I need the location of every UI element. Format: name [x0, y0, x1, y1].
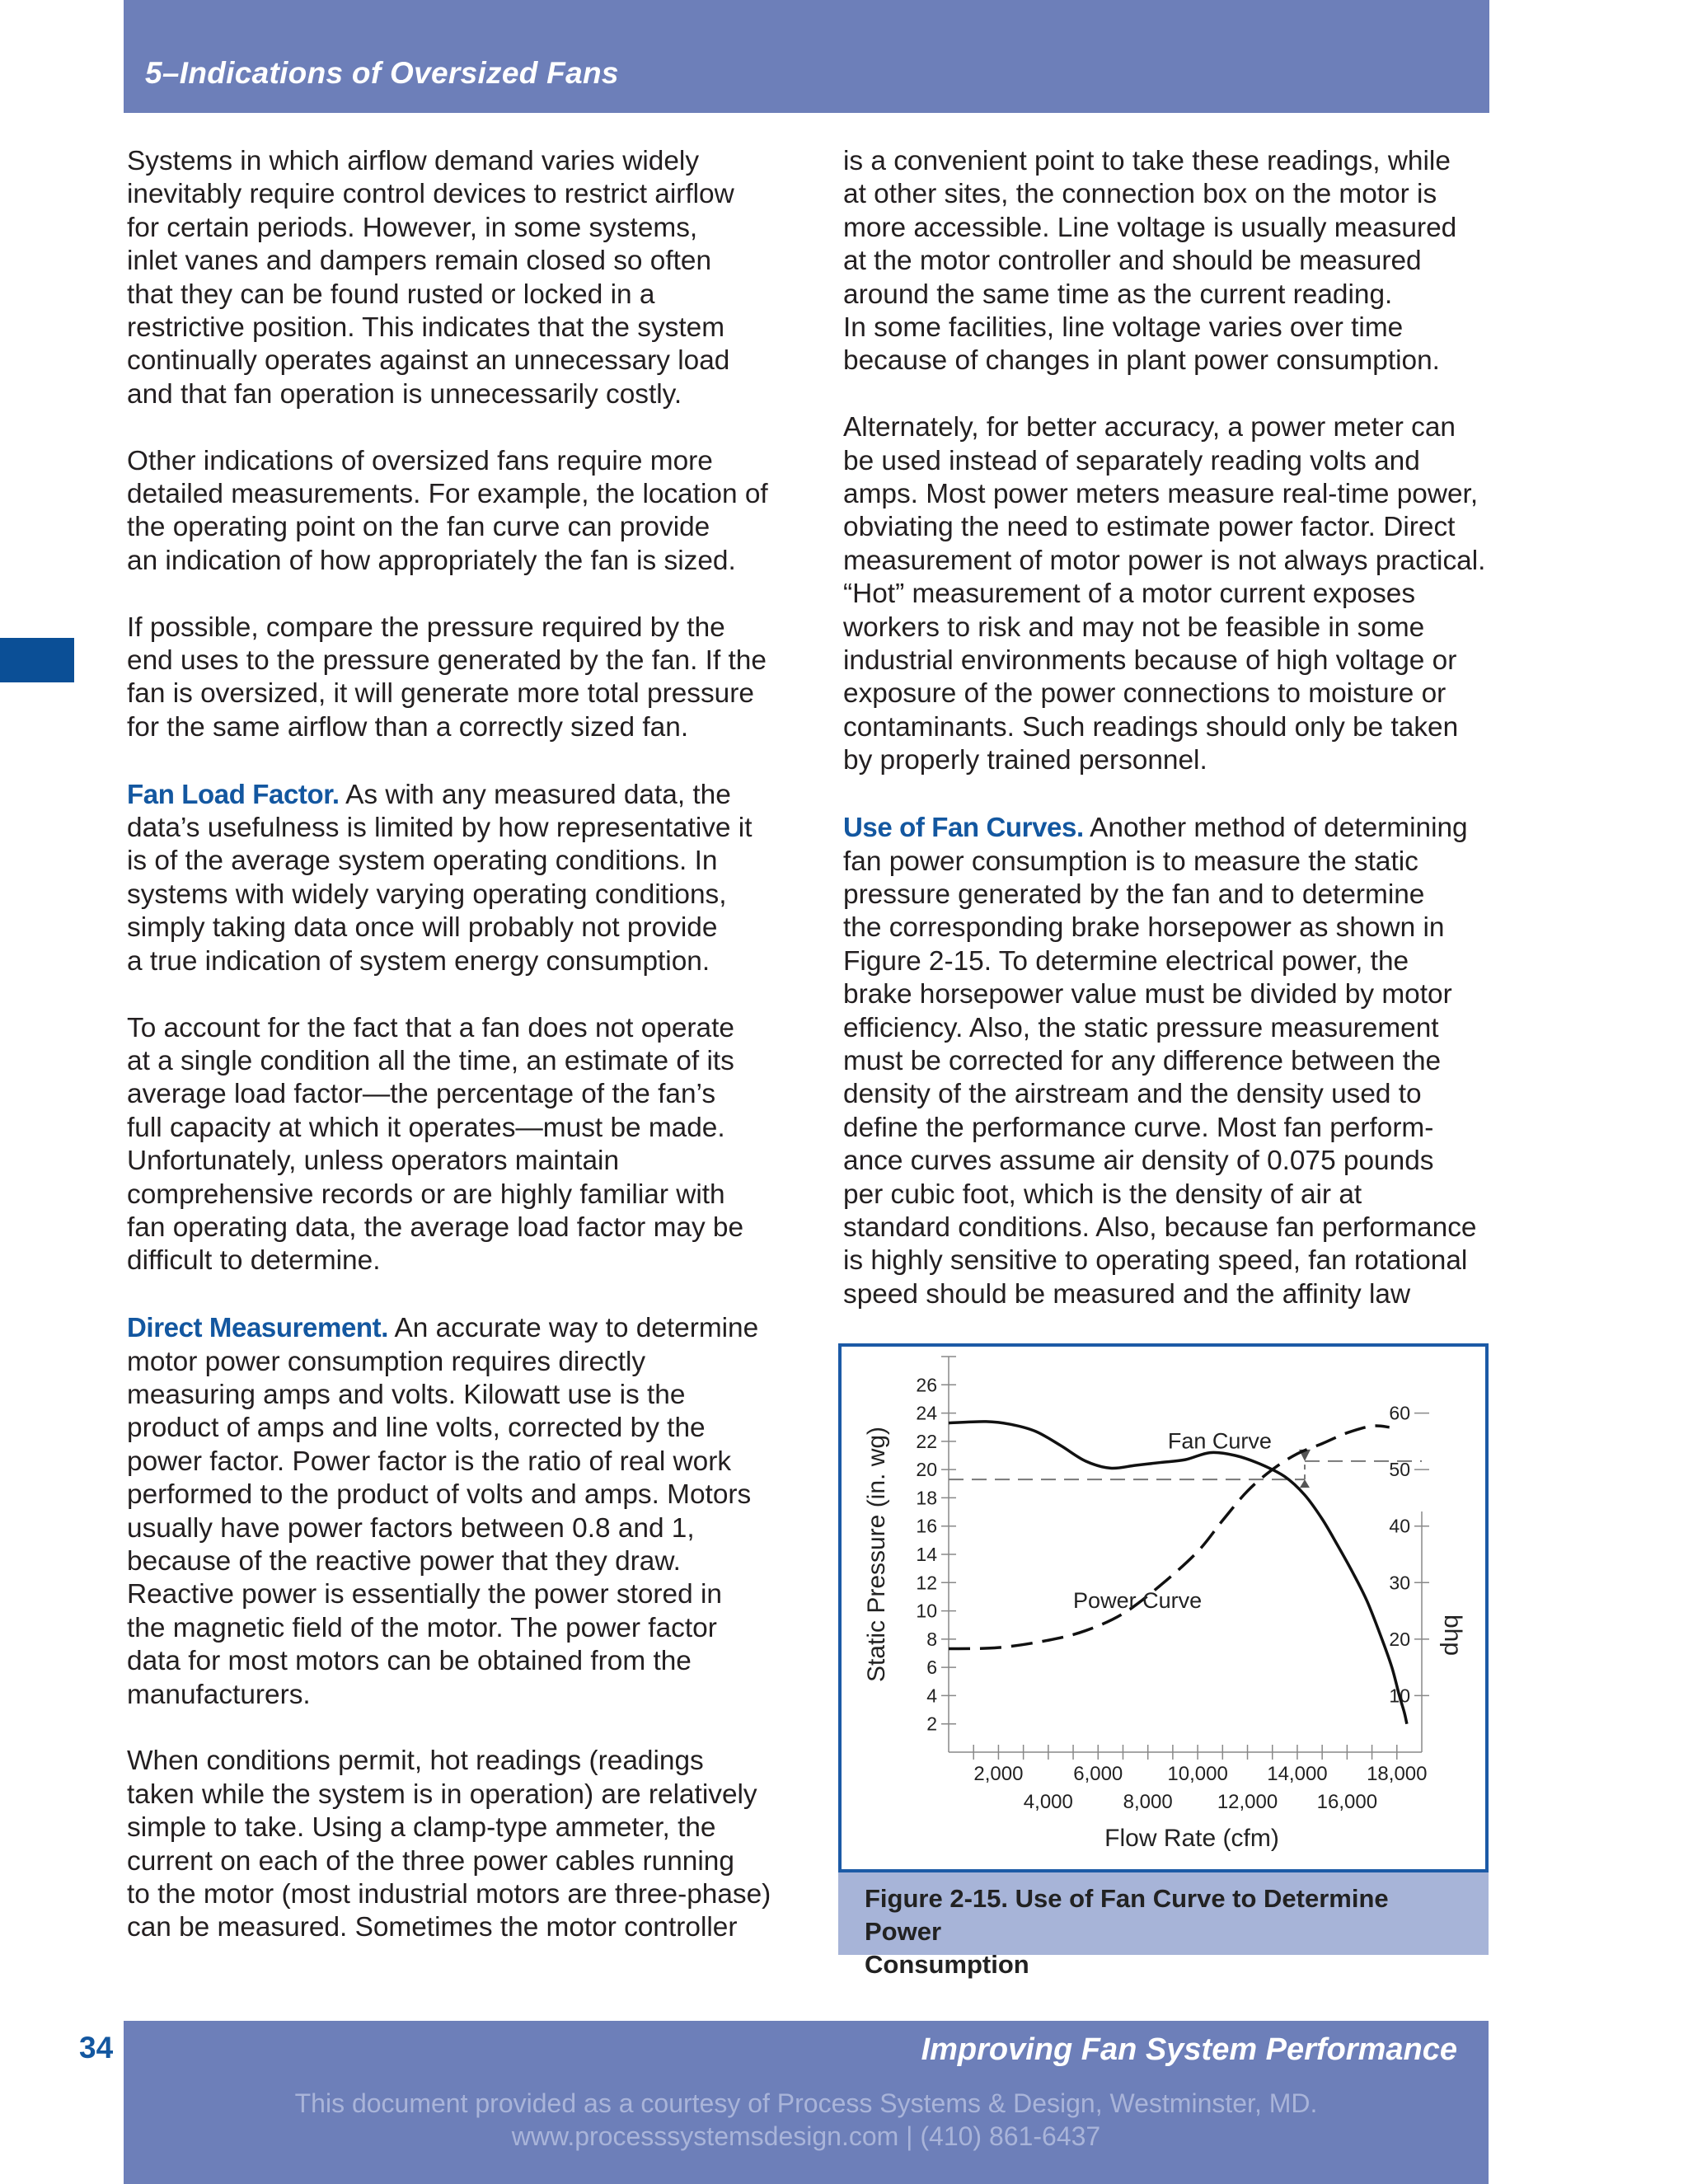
text-line: is highly sensitive to operating speed, fan rotational — [843, 1245, 1468, 1277]
text-line: measuring amps and volts. Kilowatt use is the — [127, 1379, 686, 1410]
x-tick-label: 14,000 — [1267, 1763, 1328, 1785]
fan-curve-chart — [842, 1347, 1485, 1869]
text-line: Systems in which airflow demand varies widely — [127, 146, 700, 176]
text-line: to the motor (most industrial motors are three-phase) — [127, 1879, 771, 1910]
y-tick-label: 14 — [916, 1544, 937, 1565]
y2-tick-label: 10 — [1389, 1685, 1410, 1707]
y-tick-label: 6 — [926, 1657, 937, 1679]
x-tick-label: 16,000 — [1316, 1791, 1378, 1813]
y-tick-label: 18 — [916, 1487, 937, 1509]
text-line: inlet vanes and dampers remain closed so often — [127, 246, 712, 277]
text-line: pressure generated by the fan and to determine — [843, 879, 1425, 910]
paragraph — [127, 612, 786, 745]
paragraph-text: An accurate way to determine — [388, 1313, 759, 1344]
text-line: fan operating data, the average load factor may be — [127, 1212, 744, 1243]
text-line: brake horsepower value must be divided by motor — [843, 979, 1452, 1010]
text-line: that they can be found rusted or locked in a — [127, 279, 655, 310]
y-tick-label: 16 — [916, 1515, 937, 1537]
text-line: at other sites, the connection box on the motor is — [843, 179, 1437, 210]
text-line: more accessible. Line voltage is usually measured — [843, 212, 1457, 243]
text-line: a true indication of system energy consumption. — [127, 945, 710, 977]
text-line: define the performance curve. Most fan perform- — [843, 1112, 1434, 1143]
power-curve-line — [949, 1426, 1390, 1648]
text-line: exposure of the power connections to moisture or — [843, 678, 1447, 710]
text-line: be used instead of separately reading volts and — [843, 445, 1420, 476]
text-line: end uses to the pressure generated by the fan. If the — [127, 645, 767, 677]
text-line: product of amps and line volts, corrected by the — [127, 1413, 706, 1444]
text-line: around the same time as the current reading. — [843, 279, 1393, 310]
figure-caption-line: Consumption — [865, 1950, 1029, 1979]
paragraph — [843, 411, 1486, 777]
text-line: fan is oversized, it will generate more total pressure — [127, 678, 754, 710]
curve-annotation: Power Curve — [1073, 1588, 1203, 1614]
text-line: inevitably require control devices to restrict airflow — [127, 179, 734, 210]
text-line: for certain periods. However, in some systems, — [127, 212, 698, 243]
text-line: usually have power factors between 0.8 and 1, — [127, 1512, 695, 1544]
text-line: current on each of the three power cables running — [127, 1845, 734, 1877]
text-line: continually operates against an unnecessary load — [127, 345, 730, 377]
y2-tick-label: 30 — [1389, 1572, 1410, 1594]
text-line: To account for the fact that a fan does not operate — [127, 1012, 734, 1043]
text-line: contaminants. Such readings should only be taken — [843, 711, 1459, 743]
text-line: must be corrected for any difference between the — [843, 1045, 1442, 1076]
text-line: Reactive power is essentially the power stored in — [127, 1579, 722, 1610]
figure-2-15-chart — [838, 1343, 1489, 1872]
run-in-heading: Use of Fan Curves. — [843, 812, 1084, 843]
text-line: and that fan operation is unnecessarily costly. — [127, 378, 682, 410]
y-tick-label: 24 — [916, 1402, 937, 1424]
y-tick-label: 2 — [926, 1713, 937, 1735]
paragraph — [127, 1745, 786, 1944]
text-line: power factor. Power factor is the ratio of real work — [127, 1446, 732, 1477]
publication-title: Improving Fan System Performance — [921, 2032, 1457, 2067]
x-tick-label: 12,000 — [1217, 1791, 1278, 1813]
y2-axis-label: bhp — [1439, 1614, 1466, 1657]
courtesy-notice: This document provided as a courtesy of Process Systems & Design, Westminster, MD. — [294, 2088, 1318, 2118]
text-line: comprehensive records or are highly familiar with — [127, 1179, 725, 1210]
paragraph — [843, 811, 1486, 1311]
text-line: Other indications of oversized fans require more — [127, 445, 713, 476]
y-axis-label: Static Pressure (in. wg) — [863, 1426, 890, 1683]
run-in-heading: Fan Load Factor. — [127, 778, 340, 809]
text-line: amps. Most power meters measure real-time power, — [843, 479, 1479, 510]
text-line: manufacturers. — [127, 1679, 311, 1710]
y-tick-label: 26 — [916, 1374, 937, 1396]
text-line: Alternately, for better accuracy, a power meter can — [843, 412, 1456, 443]
text-line: simple to take. Using a clamp-type ammeter, the — [127, 1812, 716, 1844]
figure-caption — [838, 1872, 1489, 1979]
paragraph-first-line — [127, 1311, 786, 1345]
paragraph — [843, 312, 1486, 378]
text-line: the operating point on the fan curve can provide — [127, 512, 710, 543]
x-tick-label: 18,000 — [1367, 1763, 1428, 1785]
text-line: full capacity at which it operates—must be made. — [127, 1112, 725, 1143]
text-line: at a single condition all the time, an estimate of its — [127, 1045, 734, 1076]
margin-tab-marker — [0, 638, 74, 682]
y2-tick-label: 20 — [1389, 1628, 1410, 1650]
run-in-heading: Direct Measurement. — [127, 1312, 389, 1343]
y-tick-label: 12 — [916, 1572, 937, 1594]
section-title: 5–Indications of Oversized Fans — [145, 56, 619, 90]
text-line: data’s usefulness is limited by how representative it — [127, 813, 753, 844]
text-line: restrictive position. This indicates that the system — [127, 312, 725, 344]
text-line: detailed measurements. For example, the location of — [127, 479, 768, 510]
text-line: measurement of motor power is not always practical. — [843, 545, 1486, 576]
text-line: can be measured. Sometimes the motor controller — [127, 1912, 738, 1943]
text-line: efficiency. Also, the static pressure measurement — [843, 1012, 1439, 1043]
text-line: industrial environments because of high voltage or — [843, 645, 1457, 677]
text-line: systems with widely varying operating conditions, — [127, 879, 727, 910]
text-line: obviating the need to estimate power factor. Direct — [843, 512, 1456, 543]
text-line: Unfortunately, unless operators maintain — [127, 1146, 620, 1177]
paragraph — [843, 145, 1486, 312]
paragraph-text: Another method of determining — [1083, 813, 1468, 844]
text-line: by properly trained personnel. — [843, 745, 1207, 776]
text-line: When conditions permit, hot readings (readings — [127, 1746, 704, 1777]
y2-tick-label: 40 — [1389, 1515, 1410, 1537]
footer-bar — [124, 2021, 1489, 2184]
paragraph-first-line — [127, 778, 786, 812]
text-line: Figure 2-15. To determine electrical power, the — [843, 945, 1409, 977]
text-line: the corresponding brake horsepower as shown in — [843, 912, 1445, 944]
text-line: If possible, compare the pressure required by the — [127, 612, 725, 643]
paragraph — [127, 1311, 786, 1712]
text-line: is of the average system operating conditions. In — [127, 846, 718, 877]
text-line: average load factor—the percentage of the fan’s — [127, 1079, 716, 1110]
text-line: the magnetic field of the motor. The power factor — [127, 1612, 717, 1643]
x-axis-label: Flow Rate (cfm) — [1104, 1825, 1279, 1852]
text-line: is a convenient point to take these readings, while — [843, 146, 1451, 176]
text-line: taken while the system is in operation) are relatively — [127, 1779, 757, 1810]
arrow-head-icon — [1300, 1479, 1310, 1488]
page-number: 34 — [79, 2031, 114, 2064]
fan-curve-line — [949, 1422, 1407, 1724]
text-line: difficult to determine. — [127, 1245, 381, 1277]
x-tick-label: 4,000 — [1023, 1791, 1073, 1813]
text-line: because of changes in plant power consumption. — [843, 345, 1440, 377]
text-line: density of the airstream and the density used to — [843, 1079, 1422, 1110]
text-line: “Hot” measurement of a motor current exposes — [843, 579, 1416, 610]
text-line: data for most motors can be obtained from the — [127, 1646, 692, 1677]
paragraph — [127, 778, 786, 978]
x-tick-label: 10,000 — [1167, 1763, 1228, 1785]
y-tick-label: 8 — [926, 1628, 937, 1650]
text-line: ance curves assume air density of 0.075 pounds — [843, 1146, 1434, 1177]
right-column — [843, 145, 1486, 1311]
figure-caption-line: Figure 2-15. Use of Fan Curve to Determine Power — [865, 1884, 1389, 1946]
text-line: standard conditions. Also, because fan performance — [843, 1212, 1477, 1243]
text-line: for the same airflow than a correctly sized fan. — [127, 711, 689, 743]
y-tick-label: 22 — [916, 1430, 937, 1452]
text-line: speed should be measured and the affinity law — [843, 1278, 1411, 1310]
paragraph — [127, 145, 786, 411]
y-tick-label: 10 — [916, 1600, 937, 1622]
text-line: performed to the product of volts and amps. Motors — [127, 1479, 752, 1511]
text-line: per cubic foot, which is the density of air at — [843, 1179, 1362, 1210]
x-tick-label: 6,000 — [1073, 1763, 1123, 1785]
curve-annotation: Fan Curve — [1167, 1428, 1272, 1454]
text-line: motor power consumption requires directly — [127, 1346, 646, 1377]
x-tick-label: 2,000 — [973, 1763, 1024, 1785]
text-line: at the motor controller and should be measured — [843, 246, 1422, 277]
x-tick-label: 8,000 — [1123, 1791, 1173, 1813]
text-line: fan power consumption is to measure the static — [843, 846, 1418, 877]
left-column — [127, 145, 786, 1945]
courtesy-contact: www.processsystemsdesign.com | (410) 861-6437 — [511, 2121, 1101, 2151]
paragraph-text: As with any measured data, the — [339, 779, 731, 810]
paragraph — [127, 1012, 786, 1278]
text-line: workers to risk and may not be feasible in some — [843, 612, 1425, 643]
y2-tick-label: 60 — [1389, 1402, 1410, 1424]
text-line: because of the reactive power that they draw. — [127, 1545, 681, 1577]
y2-tick-label: 50 — [1389, 1459, 1410, 1481]
y-tick-label: 4 — [926, 1685, 937, 1707]
text-line: In some facilities, line voltage varies over time — [843, 312, 1404, 344]
text-line: an indication of how appropriately the fan is sized. — [127, 545, 736, 576]
paragraph-first-line — [843, 811, 1486, 845]
text-line: simply taking data once will probably not provide — [127, 912, 718, 944]
paragraph — [127, 445, 786, 579]
y-tick-label: 20 — [916, 1459, 937, 1481]
